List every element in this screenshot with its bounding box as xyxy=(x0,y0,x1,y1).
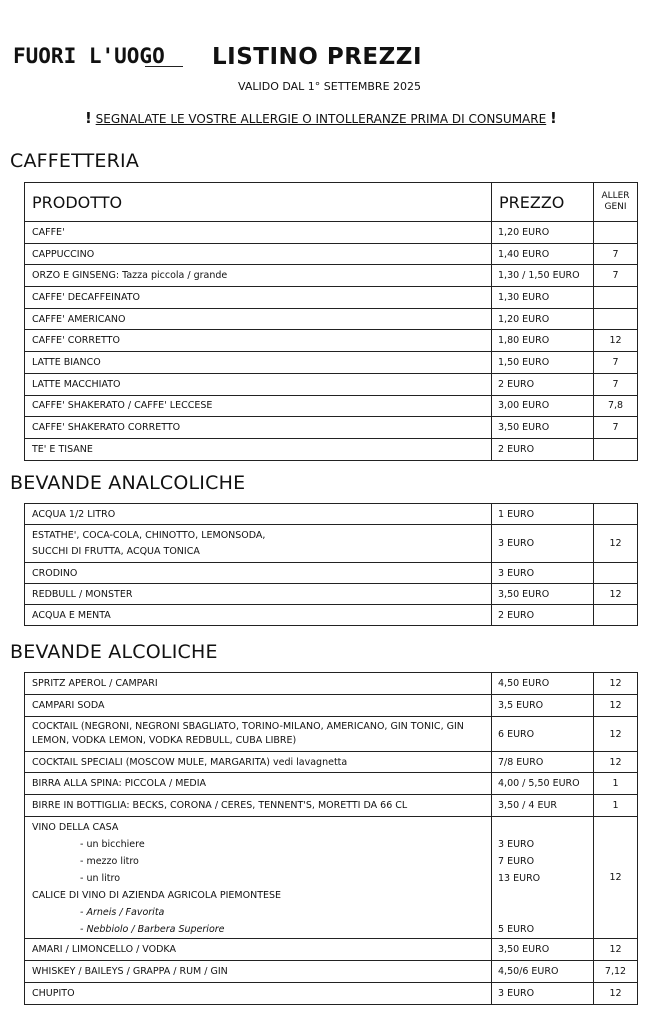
logo: FUORI L'UOGO xyxy=(13,44,165,68)
table-row xyxy=(25,330,638,352)
product-price: 1,30 / 1,50 EURO xyxy=(492,265,594,287)
table-row xyxy=(25,605,638,626)
table-row xyxy=(25,983,638,1005)
table-row xyxy=(25,752,638,773)
product-allergens: 12 xyxy=(594,330,638,352)
alcoliche-table xyxy=(24,672,638,1005)
product-price: 1,50 EURO xyxy=(492,352,594,374)
product-allergens: 12 xyxy=(594,717,638,752)
product-name: WHISKEY / BAILEYS / GRAPPA / RUM / GIN xyxy=(25,961,492,983)
table-row xyxy=(25,373,638,395)
product-name: CAPPUCCINO xyxy=(25,243,492,265)
product-price: 3,50 EURO xyxy=(492,939,594,961)
product-allergens: 7 xyxy=(594,265,638,287)
calice-blank-price xyxy=(498,887,586,904)
product-allergens: 12 xyxy=(594,584,638,605)
table-row xyxy=(25,717,638,752)
table-header-row xyxy=(25,183,638,222)
product-price: 1,80 EURO xyxy=(492,330,594,352)
section-title-caffetteria: CAFFETTERIA xyxy=(10,150,140,172)
product-name: CAFFE' SHAKERATO CORRETTO xyxy=(25,417,492,439)
calice-nebbiolo: - Nebbiolo / Barbera Superiore xyxy=(80,924,225,935)
product-allergens: 12 xyxy=(594,525,638,563)
product-allergens: 12 xyxy=(594,752,638,773)
product-price: 1,30 EURO xyxy=(492,287,594,309)
product-name xyxy=(25,817,492,939)
product-name: ORZO E GINSENG: Tazza piccola / grande xyxy=(25,265,492,287)
vino-mezzo-price: 7 EURO xyxy=(498,856,535,867)
product-price: 2 EURO xyxy=(492,605,594,626)
caffetteria-table xyxy=(24,182,638,461)
product-name: CAFFE' SHAKERATO / CAFFE' LECCESE xyxy=(25,395,492,417)
table-row xyxy=(25,222,638,244)
product-name xyxy=(25,717,492,752)
product-name: REDBULL / MONSTER xyxy=(25,584,492,605)
product-name: COCKTAIL SPECIALI (MOSCOW MULE, MARGARITA) vedi lavagnetta xyxy=(25,752,492,773)
product-name: BIRRE IN BOTTIGLIA: BECKS, CORONA / CERES, TENNENT'S, MORETTI DA 66 CL xyxy=(25,795,492,817)
product-name: CRODINO xyxy=(25,563,492,584)
product-price: 3,00 EURO xyxy=(492,395,594,417)
product-price: 3 EURO xyxy=(492,983,594,1005)
vino-litro: - un litro xyxy=(80,873,121,884)
table-row xyxy=(25,287,638,309)
table-row xyxy=(25,695,638,717)
product-name: LATTE MACCHIATO xyxy=(25,373,492,395)
product-name: ACQUA 1/2 LITRO xyxy=(25,504,492,525)
product-price: 1,20 EURO xyxy=(492,308,594,330)
table-row xyxy=(25,673,638,695)
table-row xyxy=(25,939,638,961)
product-price xyxy=(492,817,594,939)
vino-title: VINO DELLA CASA xyxy=(32,822,119,833)
product-price: 1,20 EURO xyxy=(492,222,594,244)
product-name: BIRRA ALLA SPINA: PICCOLA / MEDIA xyxy=(25,773,492,795)
product-allergens xyxy=(594,287,638,309)
product-allergens: 7 xyxy=(594,352,638,374)
product-name-line2: SUCCHI DI FRUTTA, ACQUA TONICA xyxy=(32,545,200,557)
table-row xyxy=(25,265,638,287)
product-allergens: 12 xyxy=(594,983,638,1005)
product-allergens: 7,8 xyxy=(594,395,638,417)
table-row xyxy=(25,438,638,460)
product-name: TE' E TISANE xyxy=(25,438,492,460)
calice-arneis: - Arneis / Favorita xyxy=(80,907,165,918)
product-price: 3,50 / 4 EUR xyxy=(492,795,594,817)
product-price: 7/8 EURO xyxy=(492,752,594,773)
product-allergens: 1 xyxy=(594,773,638,795)
product-allergens: 7,12 xyxy=(594,961,638,983)
product-allergens xyxy=(594,438,638,460)
column-header-product: PRODOTTO xyxy=(25,183,492,222)
table-row-vino xyxy=(25,817,638,939)
product-price: 3,50 EURO xyxy=(492,584,594,605)
warning-mark-right: ! xyxy=(550,109,557,127)
product-allergens: 1 xyxy=(594,795,638,817)
product-name: SPRITZ APEROL / CAMPARI xyxy=(25,673,492,695)
calice-blank-price-2 xyxy=(498,904,586,921)
calice-title: CALICE DI VINO DI AZIENDA AGRICOLA PIEMONTESE xyxy=(32,890,282,901)
product-name: CAFFE' CORRETTO xyxy=(25,330,492,352)
table-row xyxy=(25,243,638,265)
product-price: 1 EURO xyxy=(492,504,594,525)
product-allergens: 12 xyxy=(594,939,638,961)
product-price: 4,50/6 EURO xyxy=(492,961,594,983)
table-row xyxy=(25,584,638,605)
table-row xyxy=(25,352,638,374)
vino-bicchiere-price: 3 EURO xyxy=(498,839,535,850)
table-row xyxy=(25,308,638,330)
warning-mark-left: ! xyxy=(85,109,92,127)
product-name: ACQUA E MENTA xyxy=(25,605,492,626)
column-header-price: PREZZO xyxy=(492,183,594,222)
product-allergens xyxy=(594,504,638,525)
product-allergens: 12 xyxy=(594,817,638,939)
allergy-warning-text: SEGNALATE LE VOSTRE ALLERGIE O INTOLLERANZE PRIMA DI CONSUMARE xyxy=(95,112,547,126)
product-name-line1: COCKTAIL (NEGRONI, NEGRONI SBAGLIATO, TORINO-MILANO, AMERICANO, GIN TONIC, GIN xyxy=(32,721,464,732)
product-price: 6 EURO xyxy=(492,717,594,752)
product-price: 3 EURO xyxy=(492,525,594,563)
product-price: 3,50 EURO xyxy=(492,417,594,439)
vino-bicchiere: - un bicchiere xyxy=(80,839,145,850)
allergy-warning xyxy=(85,109,557,127)
table-row xyxy=(25,525,638,563)
logo-underline xyxy=(145,66,183,67)
section-title-analcoliche: BEVANDE ANALCOLICHE xyxy=(10,472,246,494)
vino-litro-price: 13 EURO xyxy=(498,873,541,884)
product-name: LATTE BIANCO xyxy=(25,352,492,374)
page-title: LISTINO PREZZI xyxy=(212,44,423,70)
product-allergens: 12 xyxy=(594,695,638,717)
table-row xyxy=(25,961,638,983)
product-name: CAFFE' AMERICANO xyxy=(25,308,492,330)
allergens-header-line1: ALLER xyxy=(601,191,630,201)
table-row xyxy=(25,395,638,417)
product-allergens xyxy=(594,222,638,244)
table-row xyxy=(25,417,638,439)
column-header-allergens xyxy=(594,183,638,222)
product-name: CAMPARI SODA xyxy=(25,695,492,717)
allergens-header-line2: GENI xyxy=(604,202,627,212)
table-row xyxy=(25,563,638,584)
product-name-line1: ESTATHE', COCA-COLA, CHINOTTO, LEMONSODA, xyxy=(32,529,266,541)
product-name: CAFFE' xyxy=(25,222,492,244)
product-price: 2 EURO xyxy=(492,438,594,460)
validity-date: VALIDO DAL 1° SETTEMBRE 2025 xyxy=(238,80,422,93)
product-name xyxy=(25,525,492,563)
table-row xyxy=(25,795,638,817)
product-name: CHUPITO xyxy=(25,983,492,1005)
product-price: 1,40 EURO xyxy=(492,243,594,265)
product-allergens: 7 xyxy=(594,373,638,395)
product-price: 2 EURO xyxy=(492,373,594,395)
product-allergens: 7 xyxy=(594,243,638,265)
product-price: 3,5 EURO xyxy=(492,695,594,717)
product-name-line2: LEMON, VODKA LEMON, VODKA REDBULL, CUBA LIBRE) xyxy=(32,735,297,746)
product-allergens xyxy=(594,605,638,626)
product-price: 3 EURO xyxy=(492,563,594,584)
product-allergens xyxy=(594,308,638,330)
product-allergens: 12 xyxy=(594,673,638,695)
product-allergens xyxy=(594,563,638,584)
product-name: AMARI / LIMONCELLO / VODKA xyxy=(25,939,492,961)
analcoliche-table xyxy=(24,503,638,626)
section-title-alcoliche: BEVANDE ALCOLICHE xyxy=(10,641,218,663)
product-name: CAFFE' DECAFFEINATO xyxy=(25,287,492,309)
table-row xyxy=(25,773,638,795)
product-price: 4,00 / 5,50 EURO xyxy=(492,773,594,795)
vino-mezzo: - mezzo litro xyxy=(80,856,139,867)
calice-price: 5 EURO xyxy=(498,924,535,935)
table-row xyxy=(25,504,638,525)
product-price: 4,50 EURO xyxy=(492,673,594,695)
vino-blank-price xyxy=(498,819,586,836)
product-allergens: 7 xyxy=(594,417,638,439)
